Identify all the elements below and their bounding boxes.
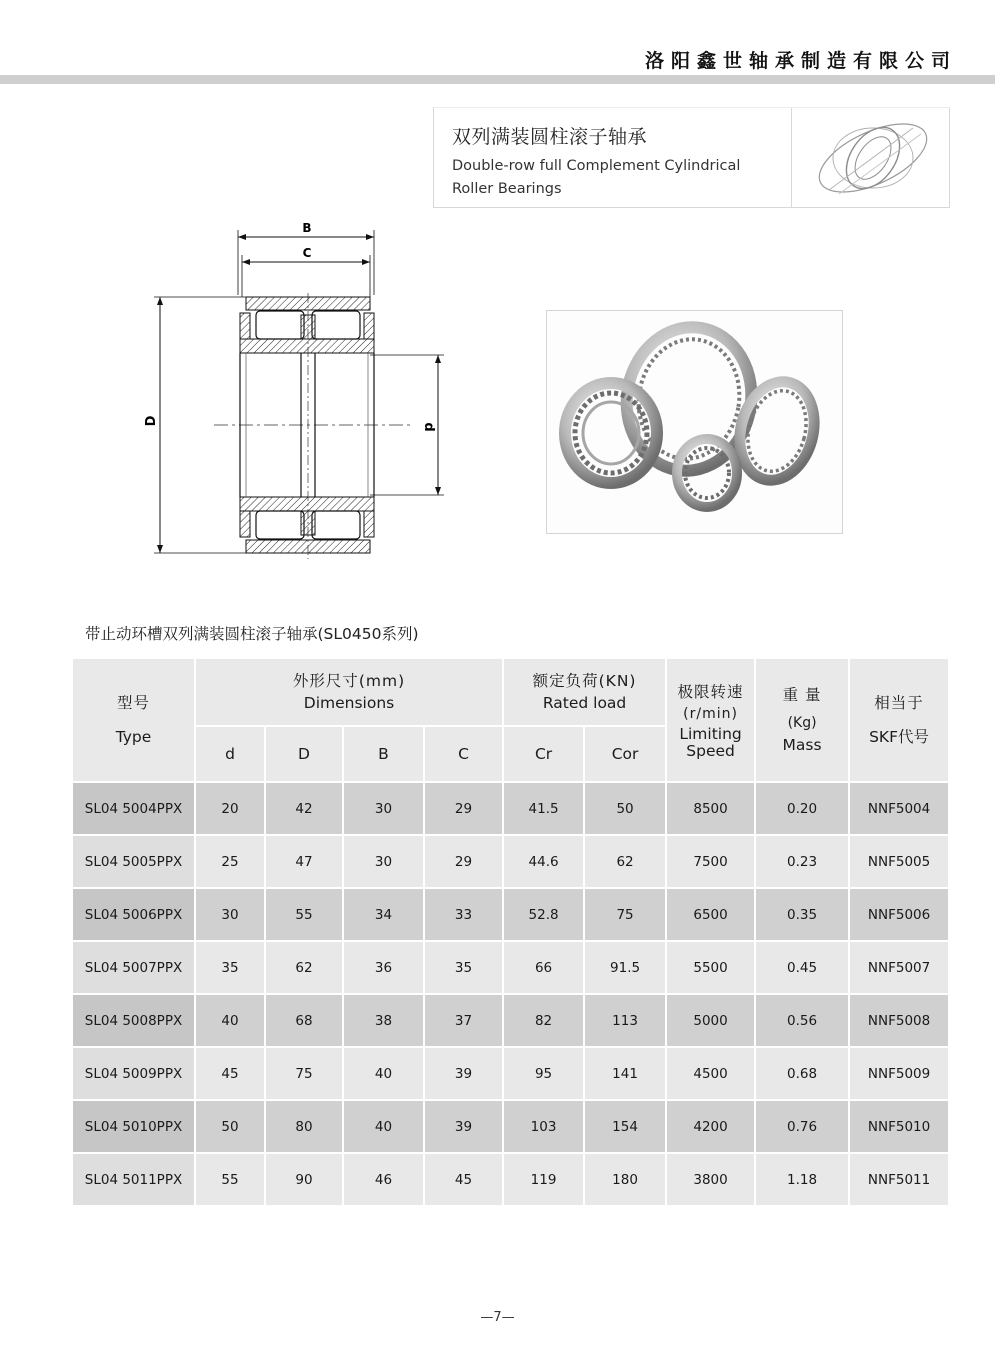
- table-caption: 带止动环槽双列满装圆柱滚子轴承(SL0450系列): [85, 625, 419, 643]
- cell-D: 55: [265, 888, 343, 941]
- cell-type: SL04 5010PPX: [72, 1100, 195, 1153]
- table-row: [72, 835, 949, 888]
- header-dimensions: [195, 658, 503, 726]
- cell-Cor: 62: [584, 835, 666, 888]
- header-mass-cn: 重 量: [782, 686, 822, 704]
- cell-D: 75: [265, 1047, 343, 1100]
- title-divider: [791, 108, 792, 207]
- cell-C: 37: [424, 994, 503, 1047]
- cell-type: SL04 5009PPX: [72, 1047, 195, 1100]
- cell-d: 35: [195, 941, 265, 994]
- label-C: C: [302, 246, 312, 260]
- title-english-line2: Roller Bearings: [452, 181, 562, 197]
- cell-skf: NNF5005: [849, 835, 949, 888]
- cell-Cr: 66: [503, 941, 584, 994]
- header-type-en: Type: [115, 728, 152, 746]
- cell-d: 40: [195, 994, 265, 1047]
- cell-skf: NNF5011: [849, 1153, 949, 1206]
- table-row: [72, 1153, 949, 1206]
- cell-C: 35: [424, 941, 503, 994]
- cell-type: SL04 5004PPX: [72, 782, 195, 835]
- cell-Cor: 75: [584, 888, 666, 941]
- header-dimensions-en: Dimensions: [303, 694, 395, 712]
- cell-mass: 1.18: [755, 1153, 849, 1206]
- header-row-top: [72, 658, 949, 726]
- header-Cor: Cor: [584, 726, 666, 782]
- cell-Cor: 91.5: [584, 941, 666, 994]
- cell-D: 62: [265, 941, 343, 994]
- cell-skf: NNF5007: [849, 941, 949, 994]
- header-d: d: [195, 726, 265, 782]
- cell-speed: 3800: [666, 1153, 755, 1206]
- header-type-cn: 型号: [116, 694, 150, 712]
- header-load-cn: 额定负荷(KN): [532, 672, 637, 690]
- header-mass-en: Mass: [782, 736, 822, 754]
- cell-skf: NNF5006: [849, 888, 949, 941]
- cell-D: 42: [265, 782, 343, 835]
- title-english-line1: Double-row full Complement Cylindrical: [452, 158, 741, 174]
- header-mass: [755, 658, 849, 782]
- specification-table: [71, 657, 950, 1207]
- title-text: [452, 122, 740, 201]
- cell-C: 39: [424, 1100, 503, 1153]
- cell-Cor: 113: [584, 994, 666, 1047]
- product-photo: [546, 310, 843, 534]
- cell-type: SL04 5011PPX: [72, 1153, 195, 1206]
- cell-d: 25: [195, 835, 265, 888]
- cell-B: 46: [343, 1153, 424, 1206]
- header-speed-cn: 极限转速: [677, 683, 744, 701]
- cell-speed: 6500: [666, 888, 755, 941]
- bearing-sketch-icon: [809, 114, 937, 202]
- cell-mass: 0.35: [755, 888, 849, 941]
- cell-type: SL04 5007PPX: [72, 941, 195, 994]
- cell-Cr: 119: [503, 1153, 584, 1206]
- header-load-en: Rated load: [542, 694, 627, 712]
- cell-C: 39: [424, 1047, 503, 1100]
- cell-Cr: 41.5: [503, 782, 584, 835]
- cell-Cr: 82: [503, 994, 584, 1047]
- header-skf: [849, 658, 949, 782]
- cell-speed: 4200: [666, 1100, 755, 1153]
- header-dimensions-cn: 外形尺寸(mm): [292, 672, 406, 690]
- header-Cr: Cr: [503, 726, 584, 782]
- cell-d: 50: [195, 1100, 265, 1153]
- cell-speed: 4500: [666, 1047, 755, 1100]
- cell-d: 20: [195, 782, 265, 835]
- cell-d: 45: [195, 1047, 265, 1100]
- cell-mass: 0.68: [755, 1047, 849, 1100]
- cell-B: 30: [343, 835, 424, 888]
- cell-mass: 0.56: [755, 994, 849, 1047]
- cell-B: 34: [343, 888, 424, 941]
- header-C: C: [424, 726, 503, 782]
- table-row: [72, 1100, 949, 1153]
- header-limiting-speed: [666, 658, 755, 782]
- cell-Cor: 180: [584, 1153, 666, 1206]
- header-rated-load: [503, 658, 666, 726]
- cell-Cr: 95: [503, 1047, 584, 1100]
- cell-Cor: 154: [584, 1100, 666, 1153]
- company-name: 洛阳鑫世轴承制造有限公司: [644, 50, 957, 72]
- cell-C: 29: [424, 835, 503, 888]
- header-mass-unit: (Kg): [787, 715, 817, 731]
- header-B: B: [343, 726, 424, 782]
- cell-B: 36: [343, 941, 424, 994]
- cell-D: 68: [265, 994, 343, 1047]
- cell-mass: 0.45: [755, 941, 849, 994]
- label-D: D: [144, 415, 159, 427]
- cell-skf: NNF5008: [849, 994, 949, 1047]
- title-box: [433, 107, 950, 208]
- cell-C: 29: [424, 782, 503, 835]
- table-row: [72, 994, 949, 1047]
- cell-skf: NNF5009: [849, 1047, 949, 1100]
- header-speed-en1: Limiting: [679, 725, 742, 743]
- cell-D: 80: [265, 1100, 343, 1153]
- cell-B: 40: [343, 1100, 424, 1153]
- header-rule: [0, 75, 995, 84]
- cell-Cr: 103: [503, 1100, 584, 1153]
- table-row: [72, 1047, 949, 1100]
- table-row: [72, 941, 949, 994]
- cell-C: 33: [424, 888, 503, 941]
- cell-speed: 8500: [666, 782, 755, 835]
- cell-mass: 0.76: [755, 1100, 849, 1153]
- cell-speed: 5500: [666, 941, 755, 994]
- cell-B: 30: [343, 782, 424, 835]
- cell-B: 40: [343, 1047, 424, 1100]
- cell-D: 90: [265, 1153, 343, 1206]
- cell-skf: NNF5004: [849, 782, 949, 835]
- cell-speed: 7500: [666, 835, 755, 888]
- cell-Cr: 44.6: [503, 835, 584, 888]
- bearing-cross-section-drawing: [130, 215, 460, 575]
- table-row: [72, 888, 949, 941]
- title-chinese: 双列满装圆柱滚子轴承: [452, 126, 648, 148]
- cell-d: 30: [195, 888, 265, 941]
- header-type: [72, 658, 195, 782]
- header-speed-en2: Speed: [686, 742, 735, 760]
- cell-Cor: 141: [584, 1047, 666, 1100]
- label-B: B: [302, 221, 312, 235]
- cell-type: SL04 5005PPX: [72, 835, 195, 888]
- cell-Cr: 52.8: [503, 888, 584, 941]
- cell-mass: 0.20: [755, 782, 849, 835]
- cell-D: 47: [265, 835, 343, 888]
- header-skf-code: SKF代号: [869, 728, 930, 746]
- header-D: D: [265, 726, 343, 782]
- page-number: —7—: [480, 1310, 515, 1325]
- header-skf-cn: 相当于: [874, 694, 924, 712]
- label-d: d: [421, 422, 436, 432]
- bearings-photo-image: [547, 311, 842, 533]
- cell-type: SL04 5008PPX: [72, 994, 195, 1047]
- cell-mass: 0.23: [755, 835, 849, 888]
- cell-C: 45: [424, 1153, 503, 1206]
- cell-d: 55: [195, 1153, 265, 1206]
- cell-speed: 5000: [666, 994, 755, 1047]
- cell-Cor: 50: [584, 782, 666, 835]
- cell-B: 38: [343, 994, 424, 1047]
- cell-type: SL04 5006PPX: [72, 888, 195, 941]
- cell-skf: NNF5010: [849, 1100, 949, 1153]
- header-speed-unit: (r/min): [683, 706, 738, 722]
- table-row: [72, 782, 949, 835]
